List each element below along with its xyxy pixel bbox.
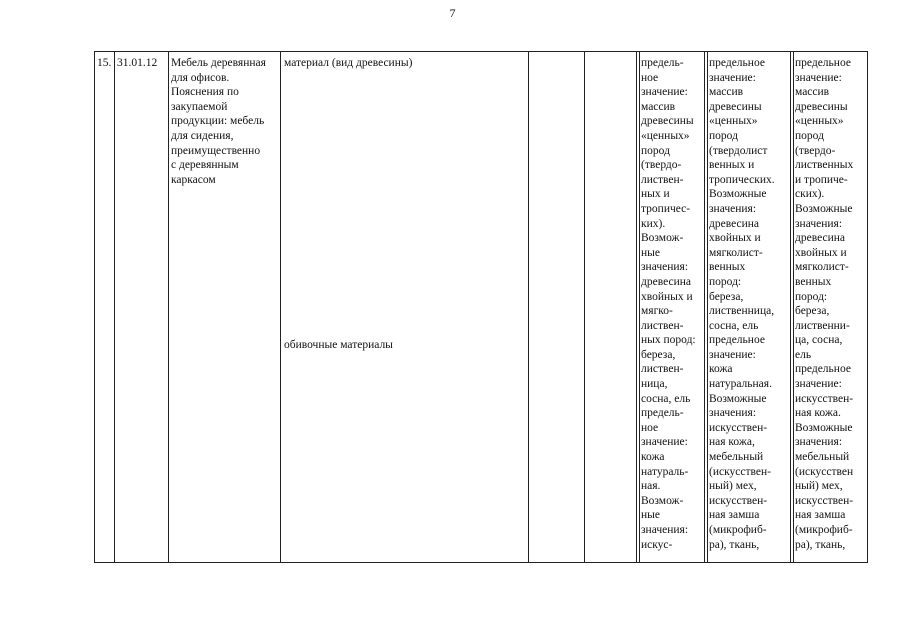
value-column-3: предельное значение: массив древесины «ценных» пород (твердо- лиственных и тропиче- ских). Возможные значения: древесина хвойных и мягколист- венных пород: береза, лиственни- ца, сосна, ель предельное значение: искусствен- ная кожа. Возможные значения: мебельный (искусствен ный) мех, искусствен- ная замша (микрофиб- ра), ткань, bbox=[795, 57, 854, 551]
table-row bbox=[94, 51, 868, 563]
characteristic-material: материал (вид древесины) bbox=[284, 57, 413, 69]
value-column-2: предельное значение: массив древесины «ценных» пород (твердолист венных и тропических. Возможные значения: древесина хвойных и мягколист- венных пород: береза, лиственница, сосна, ель предельное значение: кожа натуральная. Возможные значения: искусствен- ная кожа, мебельный (искусствен- ный) мех, искусствен- ная замша (микрофиб- ра), ткань, bbox=[709, 57, 775, 551]
column-divider bbox=[584, 52, 585, 562]
row-number-cell: 15. bbox=[97, 57, 112, 69]
column-divider bbox=[528, 52, 529, 562]
column-divider bbox=[168, 52, 169, 562]
column-divider bbox=[704, 52, 708, 562]
column-divider bbox=[790, 52, 794, 562]
column-divider bbox=[114, 52, 115, 562]
column-divider bbox=[280, 52, 281, 562]
characteristic-upholstery: обивочные материалы bbox=[284, 339, 393, 351]
product-name-cell: Мебель деревянная для офисов. Пояснения по закупаемой продукции: мебель для сидения, преимущественно с деревянным каркасом bbox=[171, 57, 266, 186]
page-number: 7 bbox=[449, 6, 456, 20]
value-column-1: предель- ное значение: массив древесины «ценных» пород (твердо- листвен- ных и тропичес- ких). Возмож- ные значения: древесина хвойных и мягко- листвен- ных пород: береза, листвен- ница, сосна, ель предель- ное значение: кожа натураль- ная. Возмож- ные значения: искус- bbox=[641, 57, 696, 551]
okpd-code-cell: 31.01.12 bbox=[117, 57, 158, 69]
column-divider bbox=[636, 52, 640, 562]
